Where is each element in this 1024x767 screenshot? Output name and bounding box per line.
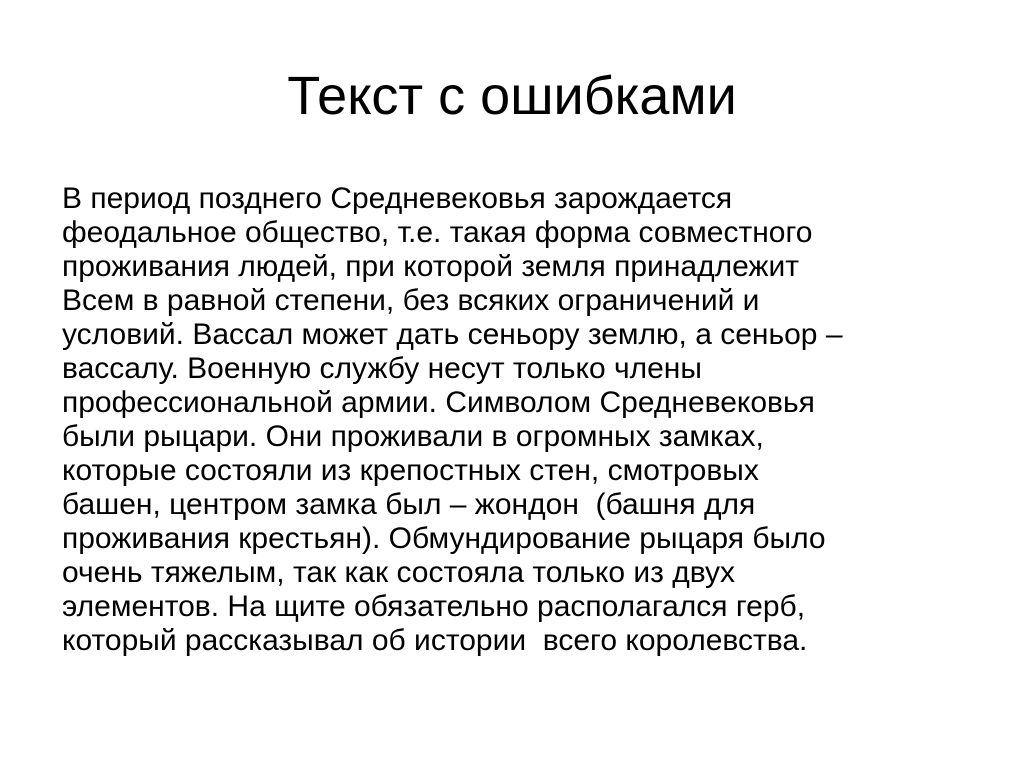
body-line: проживания людей, при которой земля принадлежит	[62, 250, 799, 283]
body-line: феодальное общество, т.е. такая форма совместного	[62, 216, 813, 249]
body-line: профессиональной армии. Символом Средневековья	[62, 386, 815, 419]
body-line: были рыцари. Они проживали в огромных замках,	[62, 420, 764, 453]
body-line: проживания крестьян). Обмундирование рыцаря было	[62, 522, 826, 555]
body-line: условий. Вассал может дать сеньору землю, а сеньор –	[62, 318, 843, 351]
body-line: очень тяжелым, так как состояла только из двух	[62, 556, 736, 589]
body-line: элементов. На щите обязательно располагался герб,	[62, 590, 806, 623]
slide-body-text	[62, 182, 982, 658]
body-line: вассалу. Военную службу несут только члены	[62, 352, 702, 385]
body-line: который рассказывал об истории всего королевства.	[62, 624, 808, 657]
body-line: которые состояли из крепостных стен, смотровых	[62, 454, 759, 487]
body-line: В период позднего Средневековья зарождается	[62, 182, 733, 215]
body-line: башен, центром замка был – жондон (башня для	[62, 488, 756, 521]
slide-title: Текст с ошибками	[287, 66, 737, 126]
body-line: Всем в равной степени, без всяких ограничений и	[62, 284, 760, 317]
